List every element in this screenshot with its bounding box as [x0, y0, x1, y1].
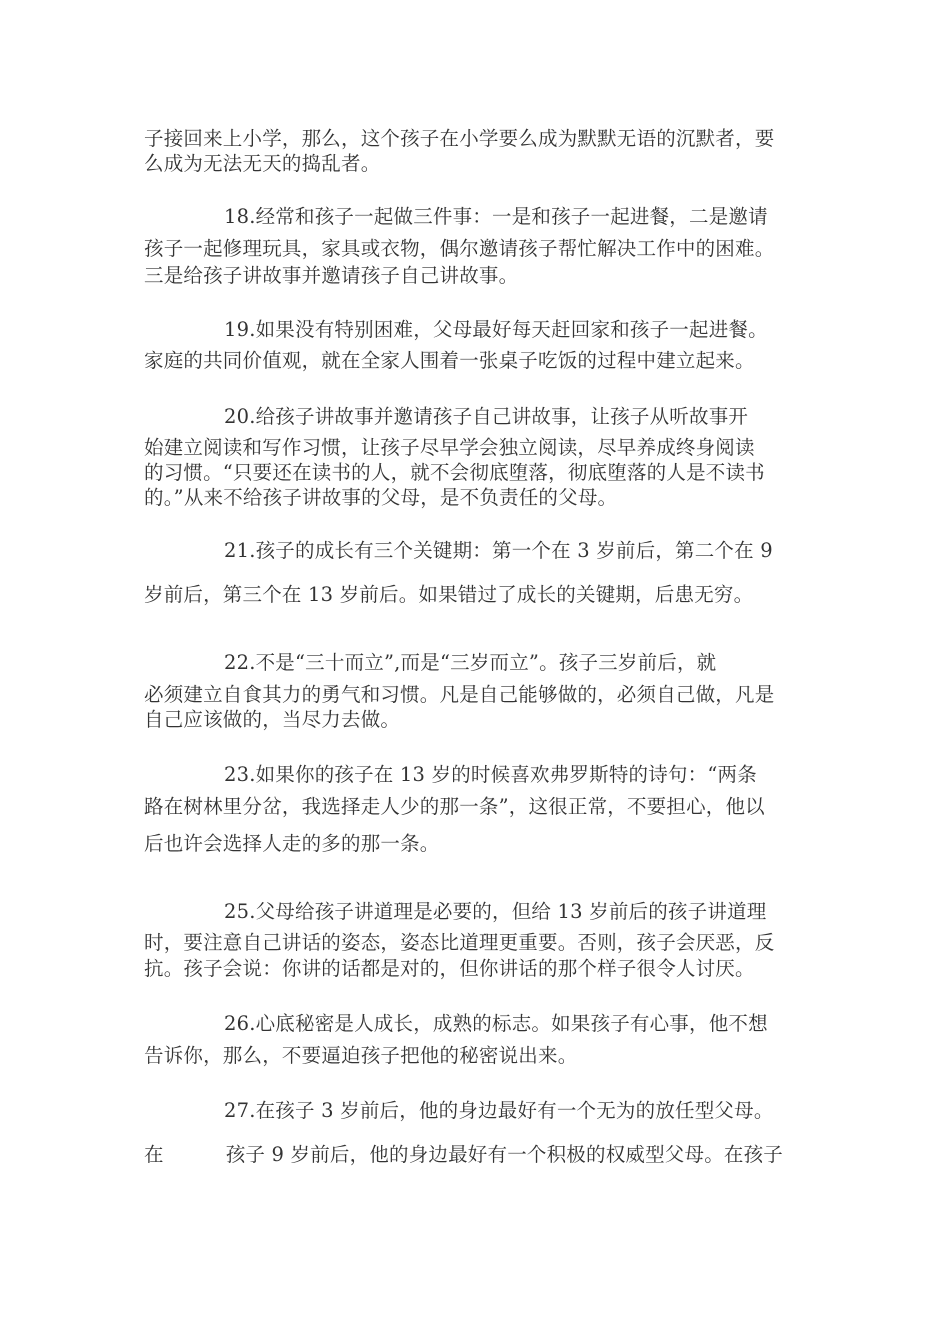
text-line: 孩子一起修理玩具，家具或衣物，偶尔邀请孩子帮忙解决工作中的困难。 — [144, 237, 775, 260]
text-line: 必须建立自食其力的勇气和习惯。凡是自己能够做的，必须自己做，凡是 — [144, 683, 775, 706]
paragraph-27-start: 27.在孩子 3 岁前后，他的身边最好有一个无为的放任型父母。 — [224, 1099, 774, 1122]
text-line: 子接回来上小学，那么，这个孩子在小学要么成为默默无语的沉默者，要 — [144, 127, 775, 150]
paragraph-21-start: 21.孩子的成长有三个关键期：第一个在 3 岁前后，第二个在 9 — [224, 539, 773, 562]
text-line: 告诉你，那么，不要逼迫孩子把他的秘密说出来。 — [144, 1044, 578, 1067]
paragraph-20-start: 20.给孩子讲故事并邀请孩子自己讲故事，让孩子从听故事开 — [224, 405, 749, 428]
text-line: 始建立阅读和写作习惯，让孩子尽早学会独立阅读，尽早养成终身阅读 — [144, 436, 755, 459]
paragraph-25-start: 25.父母给孩子讲道理是必要的，但给 13 岁前后的孩子讲道理 — [224, 900, 767, 923]
paragraph-26-start: 26.心底秘密是人成长，成熟的标志。如果孩子有心事，他不想 — [224, 1012, 768, 1035]
text-line: 路在树林里分岔，我选择走人少的那一条”，这很正常，不要担心，他以 — [144, 795, 765, 818]
text-line: 自己应该做的，当尽力去做。 — [144, 708, 401, 731]
text-line: 家庭的共同价值观，就在全家人围着一张桌子吃饭的过程中建立起来。 — [144, 349, 755, 372]
text-line: 时，要注意自己讲话的姿态，姿态比道理更重要。否则，孩子会厌恶，反 — [144, 931, 775, 954]
text-line: 后也许会选择人走的多的那一条。 — [144, 832, 440, 855]
paragraph-23-start: 23.如果你的孩子在 13 岁的时候喜欢弗罗斯特的诗句：“两条 — [224, 763, 757, 786]
paragraph-22-start: 22.不是“三十而立”,而是“三岁而立”。孩子三岁前后，就 — [224, 651, 717, 674]
text-line: 的习惯。“只要还在读书的人，就不会彻底堕落，彻底堕落的人是不读书 — [144, 461, 765, 484]
text-line-last — [144, 1143, 808, 1167]
text-fragment: 在 — [144, 1143, 164, 1166]
paragraph-18-start: 18.经常和孩子一起做三件事：一是和孩子一起进餐，二是邀请 — [224, 205, 768, 228]
text-line: 岁前后，第三个在 13 岁前后。如果错过了成长的关键期，后患无穷。 — [144, 583, 754, 606]
text-line: 抗。孩子会说：你讲的话都是对的，但你讲话的那个样子很令人讨厌。 — [144, 957, 755, 980]
text-line: 的。”从来不给孩子讲故事的父母，是不负责任的父母。 — [144, 486, 618, 509]
text-line: 三是给孩子讲故事并邀请孩子自己讲故事。 — [144, 264, 519, 287]
paragraph-19-start: 19.如果没有特别困难，父母最好每天赶回家和孩子一起进餐。 — [224, 318, 768, 341]
text-fragment: 孩子 9 岁前后，他的身边最好有一个积极的权威型父母。在孩子 — [225, 1143, 784, 1166]
text-line: 么成为无法无天的捣乱者。 — [144, 152, 381, 175]
